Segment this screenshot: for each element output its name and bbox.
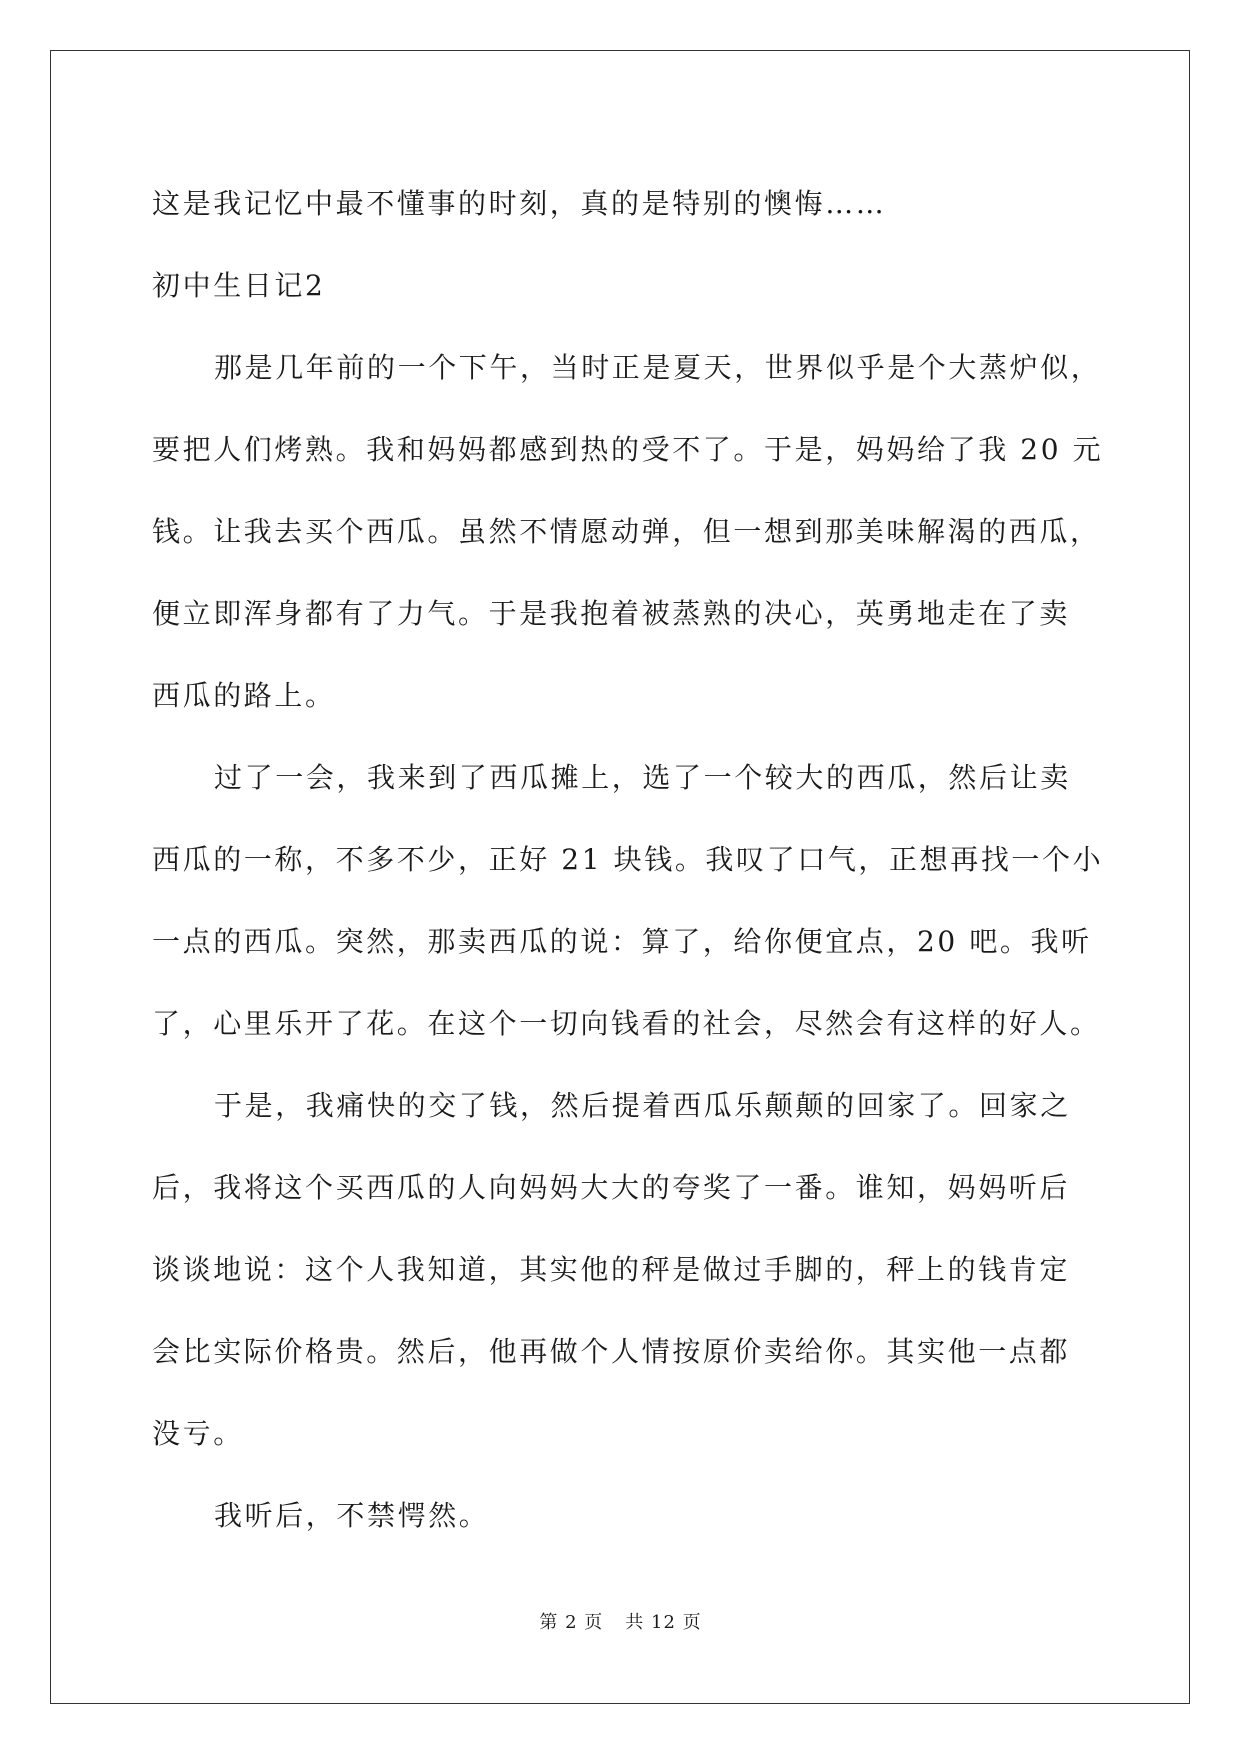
text-line: 后，我将这个买西瓜的人向妈妈大大的夸奖了一番。谁知，妈妈听后 xyxy=(152,1171,1071,1204)
text-line: 那是几年前的一个下午，当时正是夏天，世界似乎是个大蒸炉似， xyxy=(214,351,1102,384)
text-line: 没亏。 xyxy=(152,1417,244,1450)
page-total: 共 12 页 xyxy=(625,1612,702,1633)
text-line: 要把人们烤熟。我和妈妈都感到热的受不了。于是，妈妈给了我 20 元 xyxy=(152,433,1104,466)
text-line: 了，心里乐开了花。在这个一切向钱看的社会，尽然会有这样的好人。 xyxy=(152,1007,1101,1040)
text-line: 谈谈地说：这个人我知道，其实他的秤是做过手脚的，秤上的钱肯定 xyxy=(152,1253,1071,1286)
document-body xyxy=(152,163,1104,1557)
text-line: 钱。让我去买个西瓜。虽然不情愿动弹，但一想到那美味解渴的西瓜， xyxy=(152,515,1101,548)
text-line: 于是，我痛快的交了钱，然后提着西瓜乐颠颠的回家了。回家之 xyxy=(214,1089,1071,1122)
text-line: 会比实际价格贵。然后，他再做个人情按原价卖给你。其实他一点都 xyxy=(152,1335,1071,1368)
text-line: 便立即浑身都有了力气。于是我抱着被蒸熟的决心，英勇地走在了卖 xyxy=(152,597,1071,630)
page-footer xyxy=(0,1611,1241,1635)
section-title: 初中生日记2 xyxy=(152,269,326,302)
text-line: 我听后，不禁愕然。 xyxy=(214,1499,490,1532)
text-line: 这是我记忆中最不懂事的时刻，真的是特别的懊悔…… xyxy=(152,187,887,220)
text-line: 西瓜的路上。 xyxy=(152,679,336,712)
page-number: 第 2 页 xyxy=(539,1612,604,1633)
text-line: 过了一会，我来到了西瓜摊上，选了一个较大的西瓜，然后让卖 xyxy=(214,761,1071,794)
text-line: 西瓜的一称，不多不少，正好 21 块钱。我叹了口气，正想再找一个小 xyxy=(152,843,1104,876)
text-line: 一点的西瓜。突然，那卖西瓜的说：算了，给你便宜点，20 吧。我听 xyxy=(152,925,1092,958)
